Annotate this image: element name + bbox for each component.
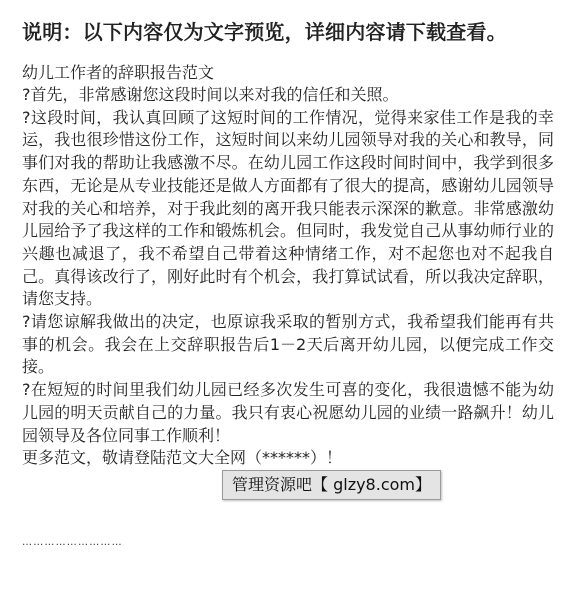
paragraph-apology: ?请您谅解我做出的决定，也原谅我采取的暂别方式，我希望我们能再有共事的机会。我会在上交辞职报告后1－2天后离开幼儿园，以便完成工作交接。 (22, 312, 554, 377)
dotted-divider: ……………………… (22, 537, 123, 548)
document-body (22, 84, 554, 470)
paragraph-thanks: ?首先，非常感谢您这段时间以来对我的信任和关照。 (22, 85, 399, 104)
preview-notice: 说明：以下内容仅为文字预览，详细内容请下载查看。 (22, 20, 507, 44)
paragraph-wishes: ?在短短的时间里我们幼儿园已经多次发生可喜的变化，我很遗憾不能为幼儿园的明天贡献自己的力量。我只有衷心祝愿幼儿园的业绩一路飙升！幼儿园领导及各位同事工作顺利！ (22, 380, 554, 445)
watermark-banner[interactable]: 管理资源吧【 glzy8.com】 (222, 470, 441, 500)
document-title: 幼儿工作者的辞职报告范文 (22, 63, 215, 82)
paragraph-review: ?这段时间，我认真回顾了这短时间的工作情况，觉得来家佳工作是我的幸运，我也很珍惜这份工作，这短时间以来幼儿园领导对我的关心和教导，同事们对我的帮助让我感激不尽。在幼儿园工作这段时间时间中，我学到很多东西，无论是从专业技能还是做人方面都有了很大的提高，感谢幼儿园领导对我的关心和培养，对于我此刻的离开我只能表示深深的歉意。非常感激幼儿园给予了我这样的工作和锻炼机会。但同时，我发觉自己从事幼师行业的兴趣也减退了，我不希望自己带着这种情绪工作，对不起您也对不起我自己。真得该改行了，刚好此时有个机会，我打算试试看，所以我决定辞职，请您支持。 (22, 107, 554, 309)
paragraph-more-link[interactable]: 更多范文，敬请登陆范文大全网（******）！ (22, 448, 343, 468)
